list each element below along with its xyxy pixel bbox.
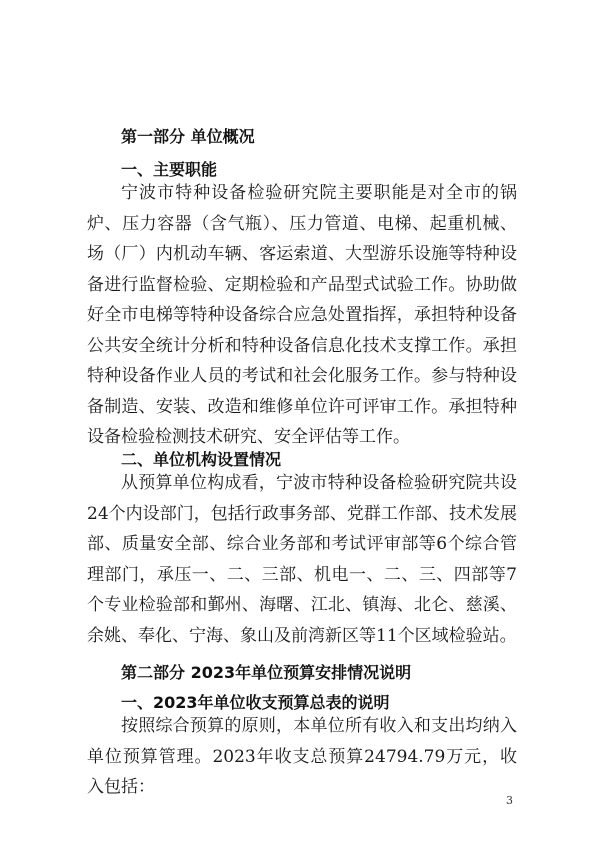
- section2-title: 二、单位机构设置情况: [121, 450, 282, 469]
- page-number: 3: [506, 794, 513, 807]
- section2-paragraph: 从预算单位构成看，宁波市特种设备检验研究院共设24个内设部门，包括行政事务部、党群工作部、技术发展部、质量安全部、综合业务部和考试评审部等6个综合管理部门，承压一、二、三部、机电一、二、三、四部等7个专业检验部和鄞州、海曙、江北、镇海、北仑、慈溪、余姚、奉化、宁海、象山及前湾新区等11个区域检验站。: [87, 473, 517, 646]
- section1-title: 一、主要职能: [121, 160, 218, 179]
- part1-title: 第一部分 单位概况: [121, 127, 255, 146]
- part2-section1-title: 一、2023年单位收支预算总表的说明: [121, 693, 390, 712]
- part2-section1-paragraph: 按照综合预算的原则，本单位所有收入和支出均纳入单位预算管理。2023年收支总预算24794.79万元，收入包括：: [87, 716, 517, 797]
- part2-title: 第二部分 2023年单位预算安排情况说明: [121, 663, 412, 682]
- section1-paragraph: 宁波市特种设备检验研究院主要职能是对全市的锅炉、压力容器（含气瓶）、压力管道、电梯、起重机械、场（厂）内机动车辆、客运索道、大型游乐设施等特种设备进行监督检验、定期检验和产品型式试验工作。协助做好全市电梯等特种设备综合应急处置指挥，承担特种设备公共安全统计分析和特种设备信息化技术支撑工作。承担特种设备作业人员的考试和社会化服务工作。参与特种设备制造、安装、改造和维修单位许可评审工作。承担特种设备检验检测技术研究、安全评估等工作。: [87, 183, 517, 447]
